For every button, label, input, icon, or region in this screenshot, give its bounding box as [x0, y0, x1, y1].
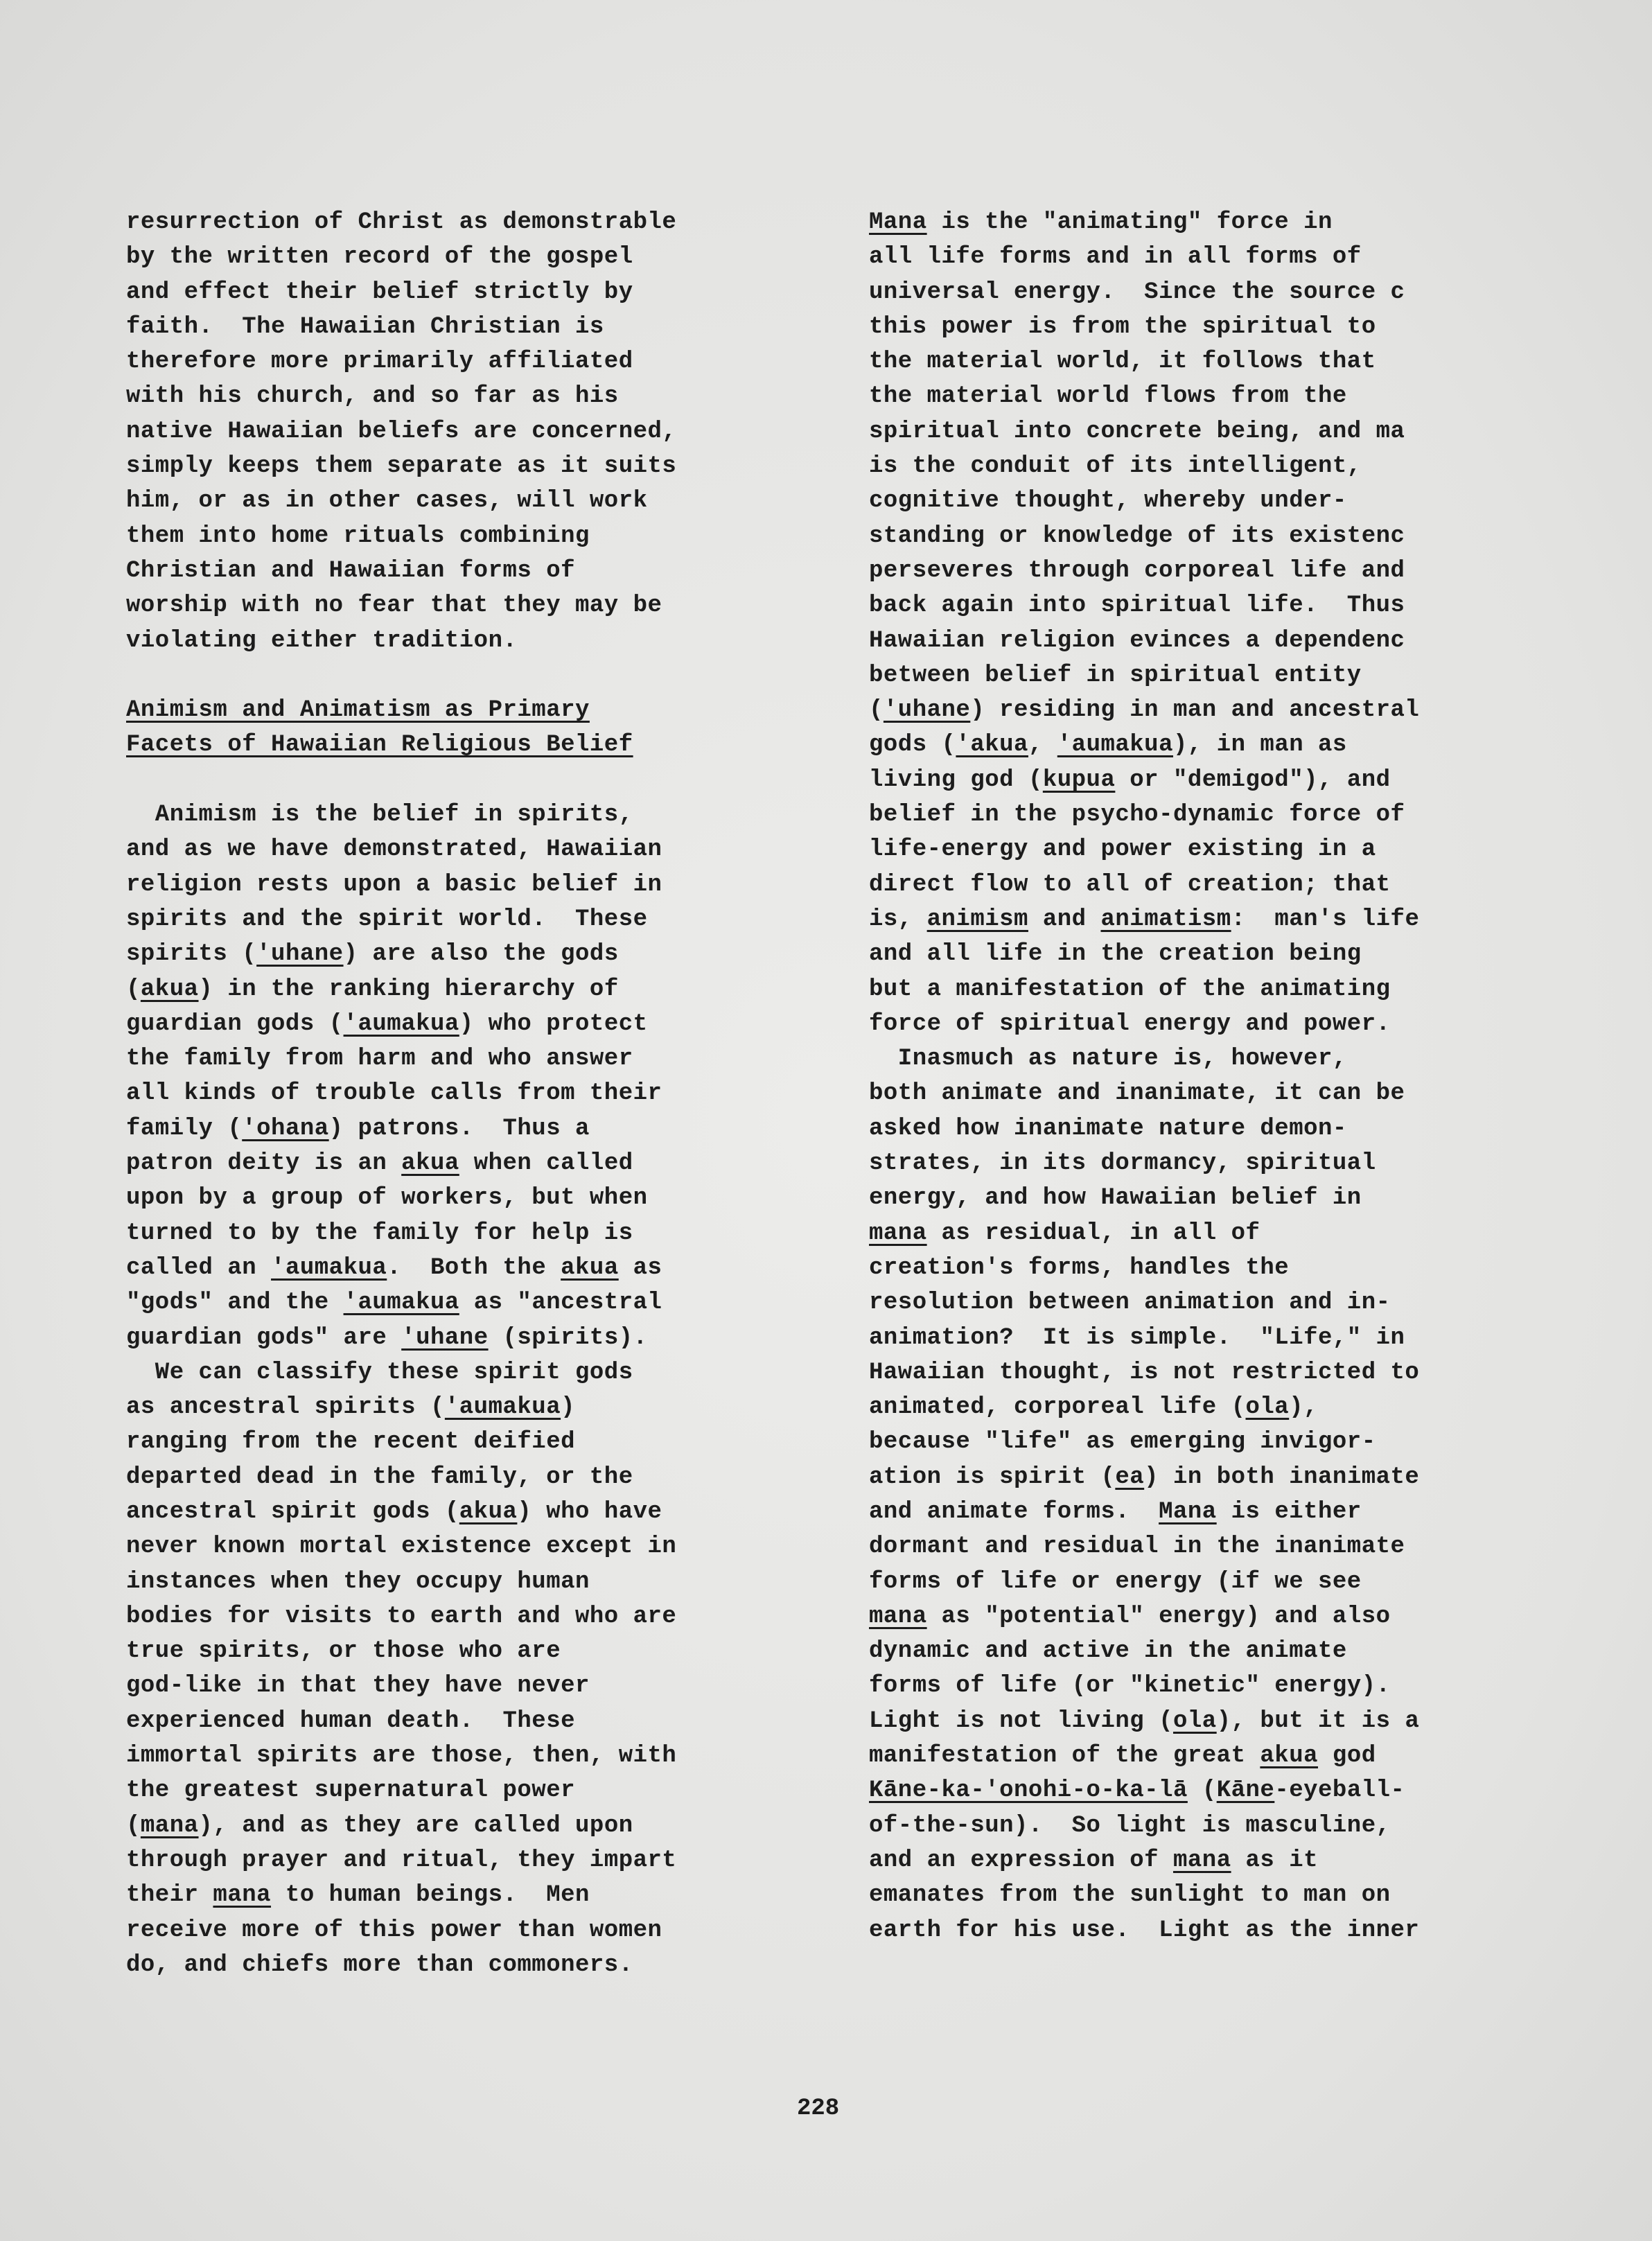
text-segment: and animate forms. [869, 1498, 1159, 1525]
text-segment: god [1318, 1743, 1376, 1770]
text-line [126, 1425, 819, 1459]
underlined-term: akua [561, 1254, 619, 1281]
text-segment: manifestation of the great [869, 1743, 1260, 1770]
text-line [869, 832, 1652, 867]
underlined-term: 'uhane [883, 697, 971, 724]
underlined-term: kupua [1042, 766, 1116, 793]
text-line [126, 1529, 819, 1564]
underlined-term: Mana [1159, 1498, 1217, 1525]
text-line [869, 1669, 1652, 1703]
text-segment: living god ( [869, 766, 1043, 793]
underlined-term: 'aumakua [343, 1290, 459, 1317]
text-line [126, 344, 819, 379]
text-segment: and [1028, 906, 1101, 933]
text-line [869, 275, 1652, 310]
text-line [869, 1529, 1652, 1564]
underlined-term: Mana [869, 209, 927, 236]
text-segment: because "life" as emerging invigor- [869, 1429, 1376, 1456]
text-segment: family ( [126, 1115, 243, 1142]
underlined-term: mana [140, 1812, 199, 1839]
text-line [869, 519, 1652, 554]
underlined-term: ola [1245, 1394, 1290, 1421]
text-line [126, 1460, 819, 1495]
text-segment: faith. The Hawaiian Christian is [126, 313, 604, 340]
text-line [869, 972, 1652, 1007]
text-segment: strates, in its dormancy, spiritual [869, 1150, 1376, 1177]
text-line [126, 588, 819, 623]
right-text-column [869, 205, 1652, 1948]
text-segment: ), [1289, 1394, 1319, 1421]
text-segment: their [126, 1882, 213, 1909]
text-segment: Hawaiian thought, is not restricted to [869, 1359, 1420, 1386]
text-line [869, 344, 1652, 379]
text-segment: ranging from the recent deified [126, 1429, 576, 1456]
text-line [869, 1739, 1652, 1773]
text-segment: native Hawaiian beliefs are concerned, [126, 418, 677, 445]
text-segment: guardian gods" are [126, 1324, 402, 1351]
text-segment: resolution between animation and in- [869, 1290, 1391, 1317]
text-segment: ( [126, 976, 141, 1003]
text-line [869, 1146, 1652, 1181]
text-segment: is, [869, 906, 927, 933]
text-segment: all kinds of trouble calls from their [126, 1080, 662, 1107]
text-line [869, 728, 1652, 762]
text-segment: upon by a group of workers, but when [126, 1185, 648, 1212]
text-segment: forms of life or energy (if we see [869, 1568, 1362, 1595]
text-segment: ) in both inanimate [1144, 1464, 1420, 1491]
text-line [869, 658, 1652, 693]
text-segment: ) who have [517, 1498, 662, 1525]
text-line [869, 1773, 1652, 1808]
text-segment: "gods" and the [126, 1290, 344, 1317]
underlined-term: 'uhane [256, 941, 344, 968]
text-line [869, 1111, 1652, 1146]
text-line [869, 1181, 1652, 1215]
text-line [126, 1843, 819, 1878]
text-segment: as ancestral spirits ( [126, 1394, 445, 1421]
text-segment: true spirits, or those who are [126, 1638, 561, 1665]
text-line [126, 1181, 819, 1215]
text-line [869, 1565, 1652, 1599]
text-line [869, 1355, 1652, 1390]
text-segment: the greatest supernatural power [126, 1777, 576, 1804]
text-line [126, 379, 819, 414]
text-segment: ( [126, 1812, 141, 1839]
text-segment: Hawaiian religion evinces a dependenc [869, 627, 1405, 654]
text-segment: Animism is the belief in spirits, [126, 802, 633, 829]
text-segment: creation's forms, handles the [869, 1254, 1290, 1281]
text-line [126, 832, 819, 867]
text-segment: asked how inanimate nature demon- [869, 1115, 1347, 1142]
text-line [126, 414, 819, 449]
text-segment: is either [1216, 1498, 1362, 1525]
text-segment: ( [869, 697, 884, 724]
underlined-term: mana [213, 1882, 272, 1909]
text-line [869, 1495, 1652, 1529]
text-line [126, 1913, 819, 1948]
text-segment: the material world, it follows that [869, 349, 1376, 376]
text-segment: ), but it is a [1216, 1707, 1420, 1734]
underlined-term: 'ohana [242, 1115, 329, 1142]
text-segment: turned to by the family for help is [126, 1220, 633, 1247]
text-segment: spirits and the spirit world. These [126, 906, 648, 933]
text-segment: or "demigod"), and [1115, 766, 1391, 793]
text-segment: instances when they occupy human [126, 1568, 590, 1595]
text-segment: dynamic and active in the animate [869, 1638, 1347, 1665]
text-line [869, 902, 1652, 937]
text-line [126, 868, 819, 902]
text-segment: and all life in the creation being [869, 941, 1362, 968]
text-line [126, 205, 819, 240]
text-line [869, 240, 1652, 274]
text-segment: back again into spiritual life. Thus [869, 592, 1405, 619]
underlined-term: 'aumakua [1057, 732, 1173, 759]
text-line [126, 1565, 819, 1599]
text-segment: life-energy and power existing in a [869, 836, 1376, 863]
text-line [126, 519, 819, 554]
text-segment: and effect their belief strictly by [126, 279, 633, 306]
text-segment: animation? It is simple. "Life," in [869, 1324, 1405, 1351]
text-line [126, 1634, 819, 1669]
text-line [869, 868, 1652, 902]
blank-line [126, 763, 819, 798]
text-line [126, 275, 819, 310]
text-line [126, 902, 819, 937]
text-segment: forms of life (or "kinetic" energy). [869, 1673, 1391, 1700]
text-segment: . Both the [387, 1254, 561, 1281]
text-line [126, 310, 819, 344]
text-line [126, 1390, 819, 1425]
text-segment: as residual, in all of [926, 1220, 1260, 1247]
underlined-term: Kāne [1216, 1777, 1275, 1804]
text-segment: perseveres through corporeal life and [869, 557, 1405, 584]
text-line [869, 1425, 1652, 1459]
text-segment: : man's life [1231, 906, 1420, 933]
section-heading-line [126, 728, 819, 762]
text-line [126, 1948, 819, 1983]
text-line [869, 937, 1652, 972]
text-line [869, 693, 1652, 728]
text-segment: ), and as they are called upon [198, 1812, 633, 1839]
underlined-term: mana [869, 1220, 927, 1247]
text-segment: therefore more primarily affiliated [126, 349, 633, 376]
text-segment: ) [561, 1394, 576, 1421]
underlined-term: animism [926, 906, 1028, 933]
underlined-term: Facets of Hawaiian Religious Belief [126, 732, 633, 759]
text-line [869, 554, 1652, 588]
text-line [126, 1355, 819, 1390]
text-segment: ), in man as [1173, 732, 1347, 759]
text-segment: experienced human death. These [126, 1707, 576, 1734]
text-segment: guardian gods ( [126, 1010, 344, 1037]
text-segment: through prayer and ritual, they impart [126, 1847, 677, 1874]
text-segment: bodies for visits to earth and who are [126, 1603, 677, 1630]
text-segment: Inasmuch as nature is, however, [869, 1046, 1347, 1073]
text-line [869, 205, 1652, 240]
text-segment: is the conduit of its intelligent, [869, 453, 1362, 480]
text-segment: ancestral spirit gods ( [126, 1498, 459, 1525]
text-line [869, 1076, 1652, 1111]
text-segment: universal energy. Since the source c [869, 279, 1405, 306]
text-segment: as [618, 1254, 662, 1281]
underlined-term: akua [459, 1498, 518, 1525]
underlined-term: akua [140, 976, 199, 1003]
text-segment: , [1028, 732, 1057, 759]
underlined-term: 'aumakua [271, 1254, 387, 1281]
text-line [126, 1704, 819, 1739]
text-line [869, 1042, 1652, 1076]
text-line [869, 449, 1652, 484]
text-segment: Light is not living ( [869, 1707, 1173, 1734]
text-segment: standing or knowledge of its existenc [869, 522, 1405, 550]
text-segment: gods ( [869, 732, 956, 759]
text-segment: animated, corporeal life ( [869, 1394, 1246, 1421]
text-line [126, 798, 819, 832]
page-number: 228 [797, 2095, 840, 2122]
blank-line [126, 658, 819, 693]
text-line [126, 1321, 819, 1355]
text-segment: them into home rituals combining [126, 522, 590, 550]
left-text-column [126, 205, 819, 1983]
text-segment: departed dead in the family, or the [126, 1464, 633, 1491]
text-segment: spirits ( [126, 941, 257, 968]
text-segment: do, and chiefs more than commoners. [126, 1951, 633, 1978]
text-line [126, 1111, 819, 1146]
text-line [126, 1599, 819, 1634]
underlined-term: 'uhane [401, 1324, 489, 1351]
text-line [126, 1739, 819, 1773]
text-segment: god-like in that they have never [126, 1673, 590, 1700]
text-segment: earth for his use. Light as the inner [869, 1917, 1420, 1944]
text-segment: emanates from the sunlight to man on [869, 1882, 1391, 1909]
text-line [126, 484, 819, 518]
text-segment: force of spiritual energy and power. [869, 1010, 1391, 1037]
text-segment: energy, and how Hawaiian belief in [869, 1185, 1362, 1212]
text-line [126, 554, 819, 588]
text-segment: and an expression of [869, 1847, 1173, 1874]
text-line [126, 1809, 819, 1843]
text-segment: by the written record of the gospel [126, 244, 633, 271]
text-segment: simply keeps them separate as it suits [126, 453, 677, 480]
text-segment: as "potential" energy) and also [926, 1603, 1391, 1630]
text-segment: and as we have demonstrated, Hawaiian [126, 836, 662, 863]
text-segment: of-the-sun). So light is masculine, [869, 1812, 1391, 1839]
text-segment: ) patrons. Thus a [328, 1115, 590, 1142]
text-segment: cognitive thought, whereby under- [869, 488, 1347, 515]
text-line [869, 1216, 1652, 1251]
underlined-term: Kāne-ka-'onohi-o-ka-lā [869, 1777, 1188, 1804]
text-line [869, 1251, 1652, 1285]
text-segment: resurrection of Christ as demonstrable [126, 209, 677, 236]
text-segment: ) in the ranking hierarchy of [198, 976, 619, 1003]
text-segment: direct flow to all of creation; that [869, 871, 1391, 898]
text-segment: violating either tradition. [126, 627, 518, 654]
text-line [126, 1216, 819, 1251]
text-segment: (spirits). [488, 1324, 648, 1351]
text-segment: both animate and inanimate, it can be [869, 1080, 1405, 1107]
text-segment: between belief in spiritual entity [869, 662, 1362, 689]
text-line [126, 937, 819, 972]
text-line [869, 484, 1652, 518]
underlined-term: animatism [1100, 906, 1231, 933]
underlined-term: mana [1172, 1847, 1231, 1874]
text-segment: dormant and residual in the inanimate [869, 1533, 1405, 1561]
section-heading-line [126, 693, 819, 728]
text-line [869, 1809, 1652, 1843]
text-segment: is the "animating" force in [926, 209, 1333, 236]
text-line [869, 1007, 1652, 1042]
underlined-term: Animism and Animatism as Primary [126, 697, 590, 724]
text-line [126, 449, 819, 484]
underlined-term: 'aumakua [343, 1010, 459, 1037]
underlined-term: 'akua [956, 732, 1028, 759]
text-line [869, 1390, 1652, 1425]
text-segment: never known mortal existence except in [126, 1533, 677, 1561]
text-segment: to human beings. Men [271, 1882, 590, 1909]
text-line [869, 1460, 1652, 1495]
text-segment: receive more of this power than women [126, 1917, 662, 1944]
text-segment: when called [459, 1150, 633, 1177]
text-segment: with his church, and so far as his [126, 383, 619, 410]
text-segment: We can classify these spirit gods [126, 1359, 633, 1386]
text-line [869, 379, 1652, 414]
text-line [869, 1599, 1652, 1634]
text-line [126, 1042, 819, 1076]
text-line [869, 1913, 1652, 1948]
underlined-term: ea [1115, 1464, 1145, 1491]
text-line [126, 1146, 819, 1181]
text-line [126, 1251, 819, 1285]
text-segment: as "ancestral [459, 1290, 662, 1317]
text-line [869, 624, 1652, 658]
text-line [126, 624, 819, 658]
text-segment: called an [126, 1254, 272, 1281]
text-segment: the family from harm and who answer [126, 1046, 633, 1073]
text-segment: ( [1187, 1777, 1217, 1804]
text-segment: all life forms and in all forms of [869, 244, 1362, 271]
text-segment: but a manifestation of the animating [869, 976, 1391, 1003]
text-segment: ation is spirit ( [869, 1464, 1116, 1491]
text-line [126, 1076, 819, 1111]
text-line [869, 1285, 1652, 1320]
text-segment: ) who protect [459, 1010, 648, 1037]
text-segment: the material world flows from the [869, 383, 1347, 410]
text-line [869, 798, 1652, 832]
underlined-term: akua [1260, 1743, 1319, 1770]
text-segment: ) residing in man and ancestral [970, 697, 1420, 724]
underlined-term: mana [869, 1603, 927, 1630]
text-segment: ) are also the gods [343, 941, 619, 968]
text-line [126, 1495, 819, 1529]
text-line [869, 588, 1652, 623]
text-line [869, 763, 1652, 798]
text-line [126, 240, 819, 274]
text-line [869, 1634, 1652, 1669]
text-segment: patron deity is an [126, 1150, 402, 1177]
text-segment: -eyeball- [1274, 1777, 1405, 1804]
text-line [126, 1007, 819, 1042]
text-line [869, 1704, 1652, 1739]
text-segment: Christian and Hawaiian forms of [126, 557, 576, 584]
text-line [126, 972, 819, 1007]
text-line [126, 1773, 819, 1808]
text-segment: spiritual into concrete being, and ma [869, 418, 1405, 445]
text-segment: belief in the psycho-dynamic force of [869, 802, 1405, 829]
underlined-term: ola [1172, 1707, 1217, 1734]
text-line [869, 1843, 1652, 1878]
text-line [869, 310, 1652, 344]
text-segment: him, or as in other cases, will work [126, 488, 648, 515]
text-segment: religion rests upon a basic belief in [126, 871, 662, 898]
underlined-term: akua [401, 1150, 459, 1177]
text-line [126, 1878, 819, 1913]
text-line [869, 1878, 1652, 1913]
text-segment: this power is from the spiritual to [869, 313, 1376, 340]
text-line [869, 414, 1652, 449]
text-line [869, 1321, 1652, 1355]
text-line [126, 1285, 819, 1320]
text-segment: worship with no fear that they may be [126, 592, 662, 619]
text-segment: immortal spirits are those, then, with [126, 1743, 677, 1770]
text-segment: as it [1231, 1847, 1319, 1874]
underlined-term: 'aumakua [444, 1394, 561, 1421]
text-line [126, 1669, 819, 1703]
